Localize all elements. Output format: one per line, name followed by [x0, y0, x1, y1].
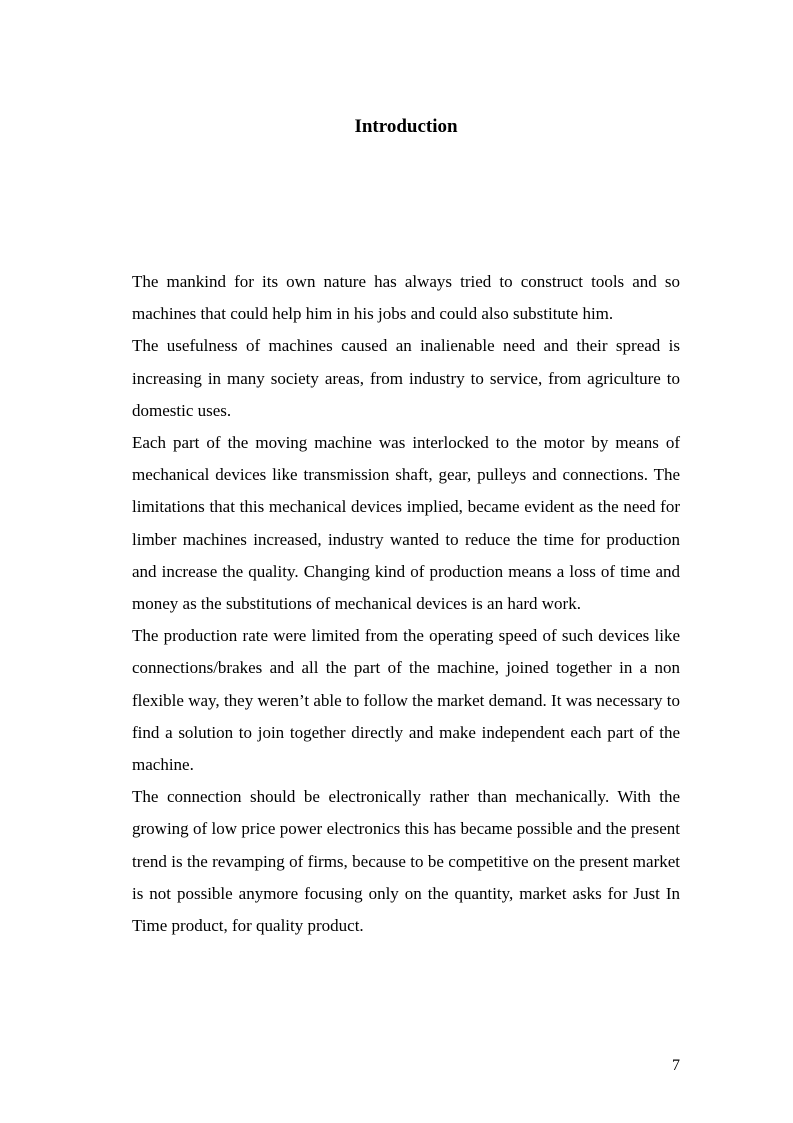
paragraph-5: The connection should be electronically rather than mechanically. With the growing of low price power electronics this has became possible and the present trend is the revamping of firms, because to be competitive on the present market is not possible anymore focusing only on the quantity, market asks for Just In Time product, for quality product. — [132, 787, 680, 936]
paragraph-3: Each part of the moving machine was interlocked to the motor by means of mechanical devices like transmission shaft, gear, pulleys and connections. The limitations that this mechanical devices implied, became evident as the need for limber machines increased, industry wanted to reduce the time for production and increase the quality. Changing kind of production means a loss of time and money as the substitutions of mechanical devices is an hard work. — [132, 433, 680, 614]
paragraph-4: The production rate were limited from the operating speed of such devices like connections/brakes and all the part of the machine, joined together in a non flexible way, they weren’t able to follow the market demand. It was necessary to find a solution to join together directly and make independent each part of the machine. — [132, 626, 680, 775]
paragraph-1: The mankind for its own nature has always tried to construct tools and so machines that could help him in his jobs and could also substitute him. — [132, 272, 680, 324]
page-title: Introduction — [354, 116, 458, 137]
page-number: 7 — [672, 1057, 680, 1074]
body-text — [132, 266, 680, 942]
paragraph-2: The usefulness of machines caused an inalienable need and their spread is increasing in many society areas, from industry to service, from agriculture to domestic uses. — [132, 336, 680, 420]
